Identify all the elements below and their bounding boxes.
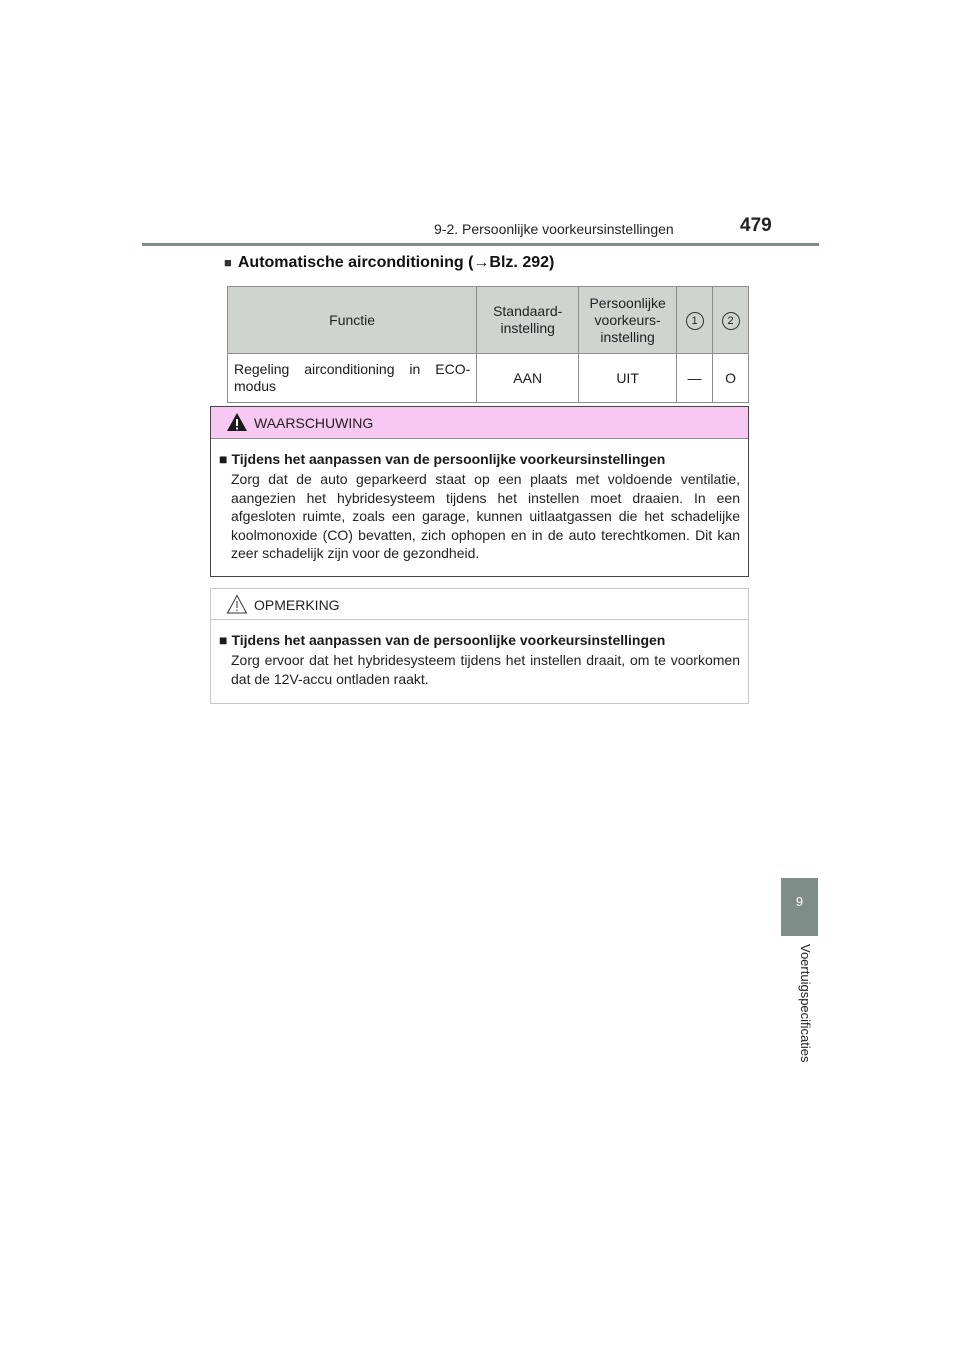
warning-bullet: ■ bbox=[219, 451, 228, 467]
section-bullet: ■ bbox=[224, 255, 232, 270]
note-subheading bbox=[219, 632, 740, 648]
warning-box bbox=[210, 406, 749, 577]
header-standaard: Standaard-instelling bbox=[477, 287, 579, 354]
circled-number-2: 2 bbox=[722, 312, 740, 330]
circled-number-1: 1 bbox=[686, 312, 704, 330]
note-title: OPMERKING bbox=[254, 597, 340, 613]
header-rule bbox=[142, 243, 819, 246]
header-persoonlijk: Persoonlijke voorkeurs-instelling bbox=[579, 287, 677, 354]
warning-subheading bbox=[219, 451, 740, 467]
warning-subheading-text: Tijdens het aanpassen van de persoonlijke voorkeursinstellingen bbox=[231, 451, 666, 467]
cell-persoonlijk: UIT bbox=[579, 354, 677, 403]
section-heading bbox=[224, 254, 554, 272]
chapter-tab: 9 bbox=[781, 878, 818, 936]
note-box bbox=[210, 588, 749, 704]
warning-title: WAARSCHUWING bbox=[254, 415, 374, 431]
cell-standaard: AAN bbox=[477, 354, 579, 403]
note-subheading-text: Tijdens het aanpassen van de persoonlijke voorkeursinstellingen bbox=[231, 632, 666, 648]
note-bullet: ■ bbox=[219, 632, 228, 648]
header-section-title: 9-2. Persoonlijke voorkeursinstellingen bbox=[434, 221, 674, 237]
chapter-label: Voertuigspecificaties bbox=[798, 944, 813, 1063]
page-number: 479 bbox=[740, 215, 772, 236]
header-functie: Functie bbox=[228, 287, 477, 354]
header-col-1 bbox=[677, 287, 713, 354]
cell-col-2: O bbox=[713, 354, 749, 403]
note-text: Zorg ervoor dat het hybridesysteem tijdens het instellen draait, om te voorkomen dat de 12V-accu ontladen raakt. bbox=[231, 652, 740, 687]
table-row bbox=[228, 354, 749, 403]
warning-triangle-filled-icon bbox=[226, 412, 248, 432]
section-heading-text: Automatische airconditioning (→Blz. 292) bbox=[237, 254, 555, 271]
table-header-row bbox=[228, 287, 749, 354]
warning-text: Zorg dat de auto geparkeerd staat op een plaats met voldoende ventilatie, aangezien het hybridesysteem tijdens het instellen moet draaien. In een afgesloten ruimte, zoals een garage, kunnen uitlaatgassen die het schadelijke koolmonoxide (CO) bevatten, zich ophopen en in de auto terechtkomen. Dit kan zeer schadelijk zijn voor de gezondheid. bbox=[231, 471, 740, 561]
header-col-2 bbox=[713, 287, 749, 354]
settings-table bbox=[227, 286, 749, 403]
warning-triangle-outline-icon bbox=[226, 594, 248, 614]
cell-functie: Regeling airconditioning in ECO-modus bbox=[228, 354, 477, 403]
note-body bbox=[211, 620, 748, 688]
warning-body bbox=[211, 439, 748, 563]
warning-header bbox=[211, 407, 748, 439]
cell-col-1: — bbox=[677, 354, 713, 403]
note-header bbox=[211, 589, 748, 620]
